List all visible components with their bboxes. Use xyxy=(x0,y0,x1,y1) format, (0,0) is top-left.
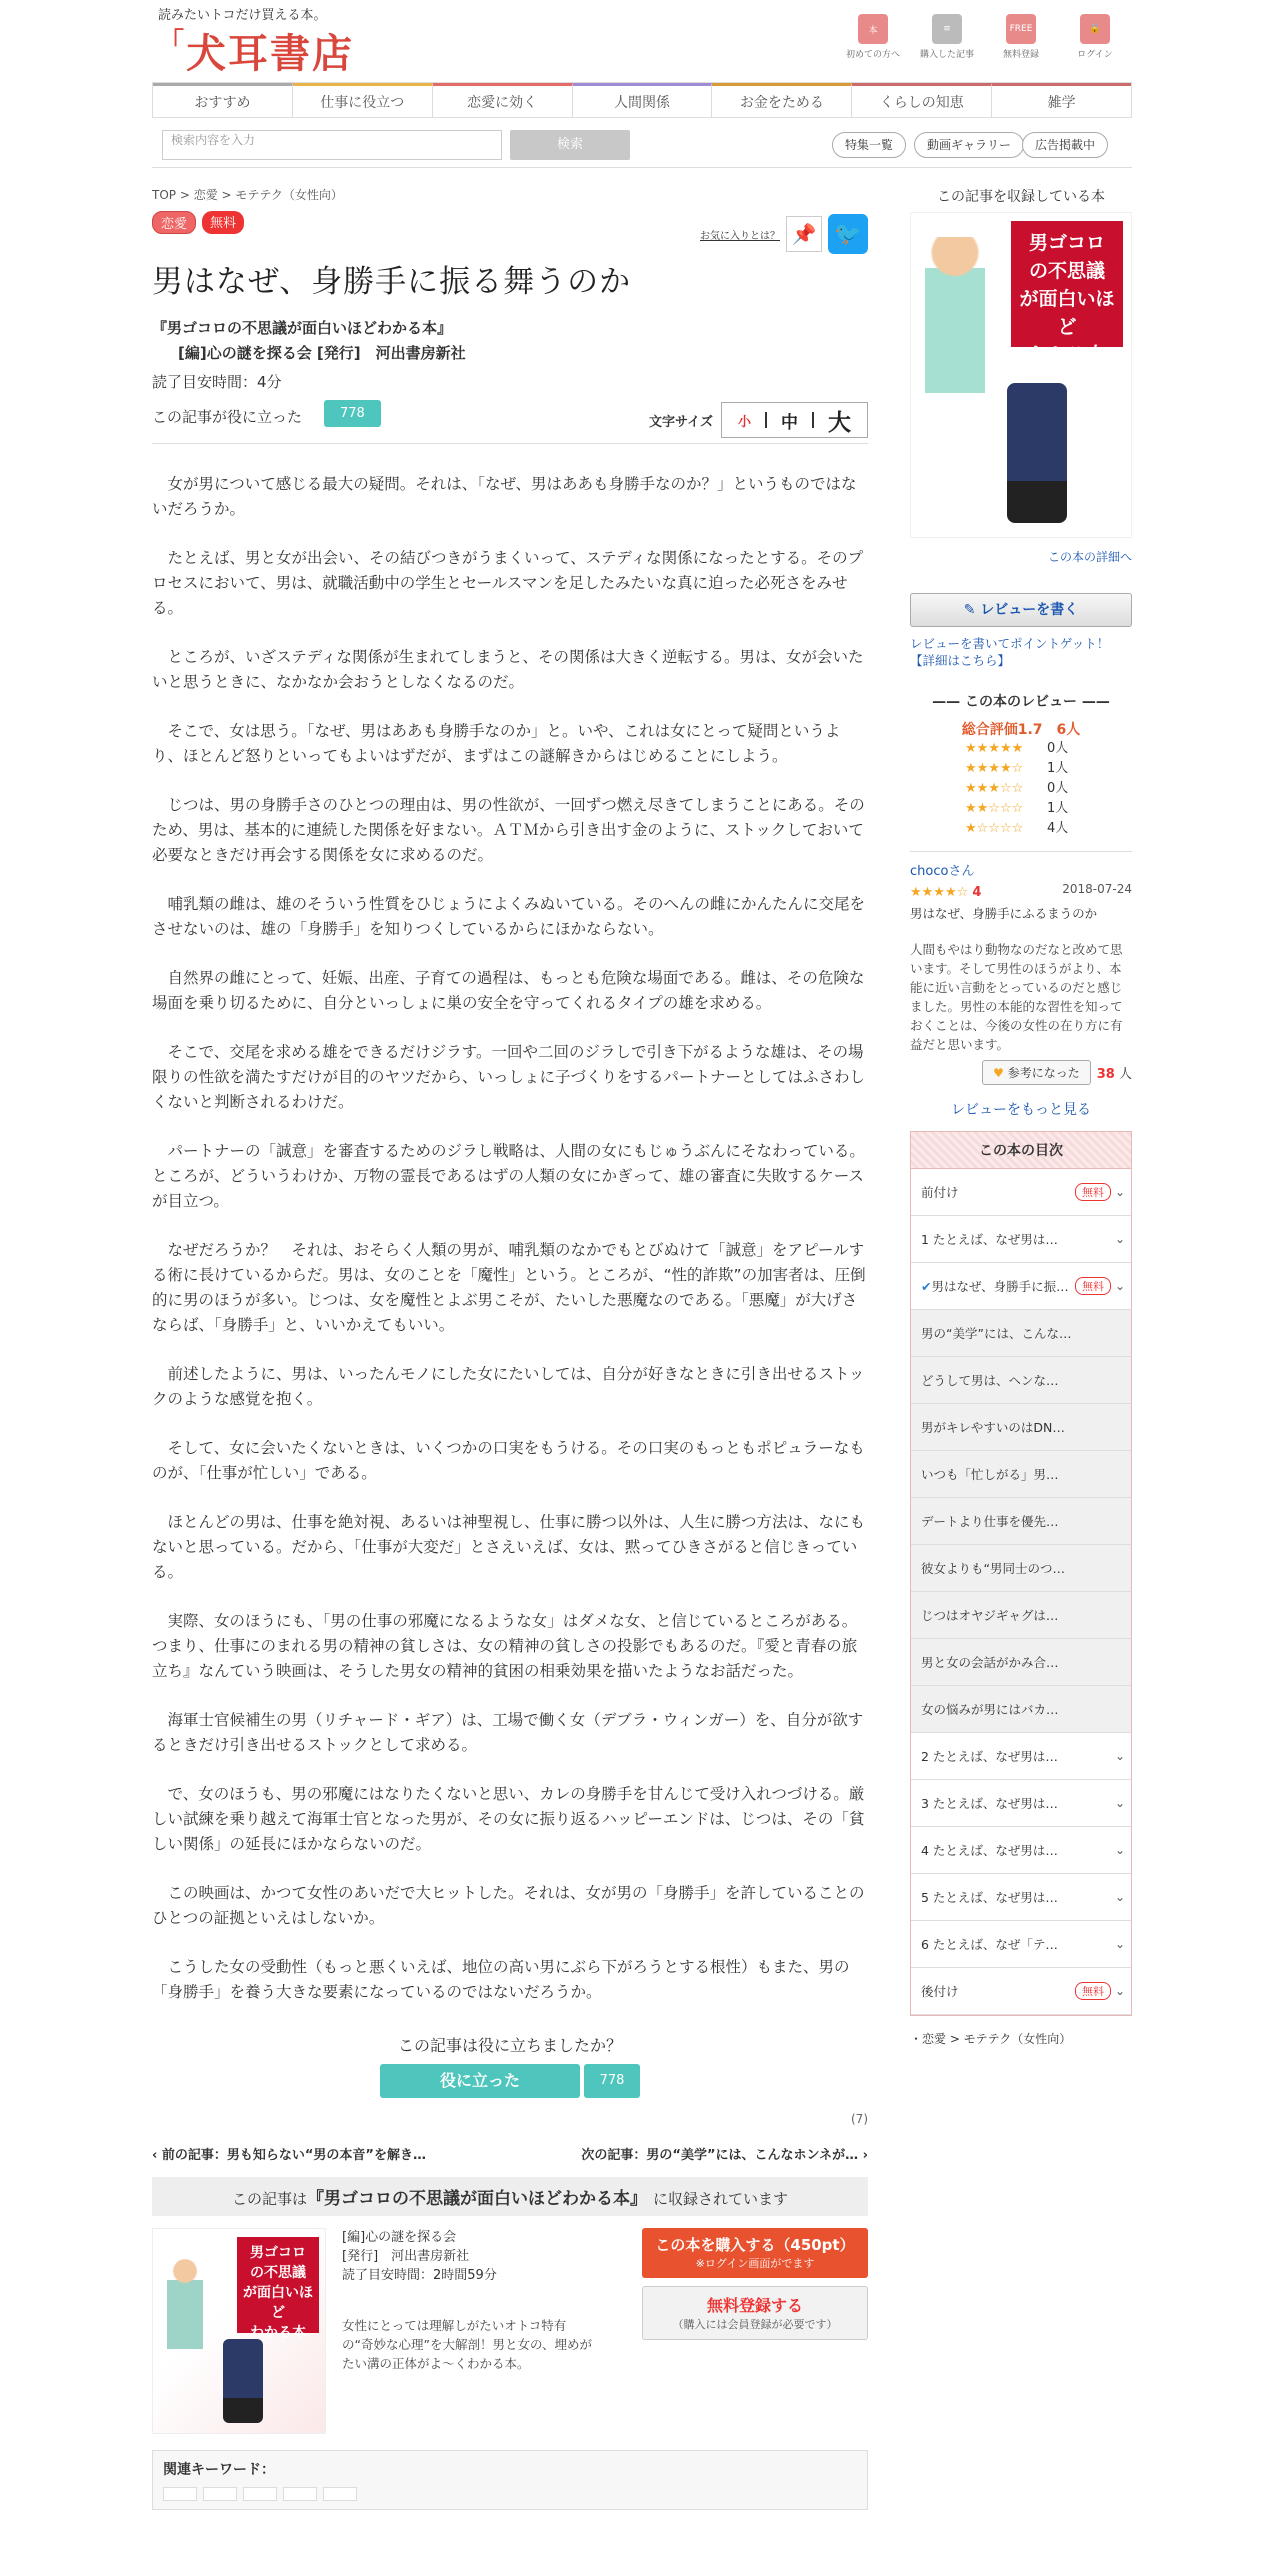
cover-illustration xyxy=(223,2339,263,2423)
font-size-label: 文字サイズ xyxy=(649,414,713,430)
useful-count-badge: 778 xyxy=(324,400,381,427)
check-icon: ✔ xyxy=(921,1278,932,1294)
cover-title-line: が面白いほど xyxy=(1019,288,1115,338)
article-paragraph: じつは、男の身勝手さのひとつの理由は、男の性欲が、一回ずつ燃え尽きてしまうことにある。そのため、男は、基本的に連続した関係を好まない。ＡＴＭから引き出す金のように、ストックしておいて必要なときだけ再会する関係を女に求めるのだ。 xyxy=(152,796,865,864)
sidebar-heading: この記事を収録している本 xyxy=(937,189,1105,205)
toc-item-label: 前付け xyxy=(921,1185,959,1200)
free-badge: 無料 xyxy=(1075,1277,1111,1295)
toc-heading: この本の目次 xyxy=(911,1132,1131,1169)
review-stars: ★★★★☆ 4 xyxy=(910,885,982,900)
document-icon: ≡ xyxy=(932,14,962,44)
article-title: 男はなぜ、身勝手に振る舞うのか xyxy=(152,264,632,300)
buy-book-button[interactable]: この本を購入する（450pt） ※ログイン画面がでます xyxy=(642,2228,868,2278)
cover-title-line: 男ゴコロ xyxy=(1028,232,1105,254)
keyword-chip[interactable] xyxy=(243,2487,277,2501)
cover-illustration xyxy=(167,2259,203,2409)
toc-item[interactable] xyxy=(911,1357,1131,1404)
header-icon-link[interactable] xyxy=(1066,14,1124,60)
free-badge: 無料 xyxy=(1075,1982,1111,2000)
font-size-control xyxy=(649,402,868,438)
cover-title-line: わかる本 xyxy=(250,2325,306,2341)
book-box xyxy=(152,2228,868,2438)
useful-label: この記事が役に立った xyxy=(152,408,303,426)
toc-item-label: 男がキレやすいのはDN… xyxy=(921,1420,1065,1435)
article-paragraph: 前述したように、男は、いったんモノにした女にたいしては、自分が好きなときに引き出せるストックのような感覚を抱く。 xyxy=(152,1365,865,1408)
ads-link[interactable]: 広告掲載中 xyxy=(1022,132,1108,158)
star-count: 1人 xyxy=(1047,801,1069,816)
nav-item[interactable]: くらしの知恵 xyxy=(852,83,992,117)
chevron-down-icon: ⌄ xyxy=(1114,1185,1125,1199)
book-title: 『男ゴコロの不思議が面白いほどわかる本』 xyxy=(152,319,453,337)
divider xyxy=(812,412,814,428)
nav-item[interactable]: 雑学 xyxy=(992,83,1131,117)
category-nav xyxy=(152,82,1132,118)
toc-item[interactable] xyxy=(911,1169,1131,1216)
font-size-large[interactable]: 大 xyxy=(828,409,851,436)
toc-item[interactable] xyxy=(911,1216,1131,1263)
star-count: 1人 xyxy=(1047,761,1069,776)
review-score: 総合評価1.7 6人 xyxy=(961,722,1081,738)
favorite-pin-icon[interactable]: 📌 xyxy=(786,216,822,252)
font-size-small[interactable]: 小 xyxy=(737,414,751,430)
header-icon-label: ログイン xyxy=(1077,50,1113,60)
toc-item-label: 男と女の会話がかみ合… xyxy=(921,1655,1059,1670)
tag-free: 無料 xyxy=(202,211,244,234)
star-icon: ★★★★★ xyxy=(965,741,1024,756)
book-meta: [編]心の謎を探る会 [発行] 河出書房新社 読了目安時間：2時間59分 xyxy=(342,2230,497,2283)
book-cover[interactable] xyxy=(152,2228,326,2434)
cover-illustration xyxy=(925,237,985,497)
star-icon: ★★☆☆☆ xyxy=(965,801,1024,816)
header-icon-label: 購入した記事 xyxy=(919,50,974,60)
chevron-down-icon: ⌄ xyxy=(1114,1796,1125,1810)
article-paragraph: そして、女に会いたくないときは、いくつかの口実をもうける。その口実のもっともポピュラーなものが、「仕事が忙しい」である。 xyxy=(152,1439,865,1482)
toc-item[interactable] xyxy=(911,1498,1131,1545)
site-tagline: 読みたいトコだけ買える本。 xyxy=(158,8,327,23)
font-size-medium[interactable]: 中 xyxy=(781,412,798,433)
toc-item[interactable] xyxy=(911,1686,1131,1733)
book-description: 女性にとっては理解しがたいオトコ特有の“奇妙な心理”を大解剖！男と女の、埋めがたい溝の正体がよ〜くわかる本。 xyxy=(342,2318,592,2371)
review-title: 男はなぜ、身勝手にふるまうのか xyxy=(910,906,1098,921)
nav-item[interactable]: 恋愛に効く xyxy=(433,83,573,117)
read-time: 読了目安時間：4分 xyxy=(152,373,282,391)
lock-icon: 🔒 xyxy=(1080,14,1110,44)
toc-item-label: 男はなぜ、身勝手に振… xyxy=(931,1279,1069,1294)
star-count: 4人 xyxy=(1047,821,1069,836)
table-of-contents xyxy=(910,1131,1132,2016)
article-paragraph: ところが、いざステディな関係が生まれてしまうと、その関係は大きく逆転する。男は、女が会いたいと思うときに、なかなか会おうとしなくなるのだ。 xyxy=(152,648,864,691)
toc-item[interactable] xyxy=(911,1310,1131,1357)
toc-item[interactable] xyxy=(911,1545,1131,1592)
toc-item[interactable] xyxy=(911,1921,1131,1968)
toc-item-label: いつも「忙しがる」男… xyxy=(921,1467,1059,1482)
star-breakdown xyxy=(910,739,1132,839)
toc-item-label: 彼女よりも“男同士のつ… xyxy=(921,1561,1065,1576)
site-logo[interactable]: 「犬耳書店 xyxy=(158,28,355,77)
star-row xyxy=(910,819,1132,839)
free-badge: 無料 xyxy=(1075,1183,1111,1201)
useful-row xyxy=(152,398,868,444)
chevron-down-icon: ⌄ xyxy=(1114,1749,1125,1763)
cover-title xyxy=(237,2237,319,2341)
cover-title-line: が面白いほど xyxy=(243,2285,313,2321)
article-paragraph: 海軍士官候補生の男（リチャード・ギア）は、工場で働く女（デブラ・ウィンガー）を、自分が欲するときだけ引き出せるストックとして求める。 xyxy=(152,1711,864,1754)
star-row xyxy=(910,739,1132,759)
review-item xyxy=(910,851,1132,1085)
toc-item[interactable] xyxy=(911,1451,1131,1498)
share-area xyxy=(700,214,868,254)
article-paragraph: 自然界の雌にとって、妊娠、出産、子育ての過程は、もっとも危険な場面である。雌は、その危険な場面を乗り切るために、自分といっしょに巣の安全を守ってくれるタイプの雄を求める。 xyxy=(152,969,865,1012)
cover-title-line: わかる本 xyxy=(1028,344,1105,366)
cover-title xyxy=(1011,221,1123,366)
header-icon-label: 無料登録 xyxy=(1002,50,1039,60)
sidebar-book-cover[interactable] xyxy=(910,212,1132,538)
tag-love[interactable]: 恋愛 xyxy=(152,211,196,234)
article-paragraph: 実際、女のほうにも、「男の仕事の邪魔になるような女」はダメな女、と信じているところがある。つまり、仕事にのまれる男の精神の貧しさは、女の精神の貧しさの投影でもあるのだ。『愛と青春の旅立ち』なんていう映画は、そうした男女の精神的貧困の相乗効果を描いたようなお話だった。 xyxy=(152,1612,858,1680)
star-row xyxy=(910,779,1132,799)
free-icon: FREE xyxy=(1006,14,1036,44)
star-row xyxy=(910,759,1132,779)
article-paragraph: こうした女の受動性（もっと悪くいえば、地位の高い男にぶら下がろうとする根性）もまた、男の「身勝手」を養う大きな要素になっているのではないだろうか。 xyxy=(152,1958,850,2001)
star-icon: ★★★☆☆ xyxy=(965,781,1024,796)
article-paragraph: たとえば、男と女が出会い、その結びつきがうまくいって、ステディな関係になったとする。そのプロセスにおいて、男は、就職活動中の学生とセールスマンを足したみたいな真に迫った必死さをみせる。 xyxy=(152,549,864,617)
toc-item[interactable] xyxy=(911,1780,1131,1827)
divider xyxy=(765,412,767,428)
toc-item-label: どうして男は、ヘンな… xyxy=(921,1373,1059,1388)
search-input[interactable]: 検索内容を入力 xyxy=(162,130,502,160)
header-icons xyxy=(844,14,1124,60)
cover-title-line: 男ゴコロ xyxy=(250,2245,306,2261)
feedback-area xyxy=(152,2033,868,2098)
article-paragraph: 女が男について感じる最大の疑問。それは、「なぜ、男はああも身勝手なのか？」というものではないだろうか。 xyxy=(152,475,857,518)
toc-item-label: 3 たとえば、なぜ男は… xyxy=(921,1796,1058,1811)
toc-item-label: 6 たとえば、なぜ「テ… xyxy=(921,1937,1058,1952)
feature-list-link[interactable]: 特集一覧 xyxy=(832,132,906,158)
review-body: 人間もやはり動物なのだなと改めて思います。そして男性のほうがより、本能に近い言動をとっているのだと感じました。男性の本能的な習性を知っておくことは、今後の女性の在り方に有益だと思います。 xyxy=(910,942,1123,1052)
article-pager xyxy=(152,2144,868,2163)
toc-item-label: 5 たとえば、なぜ男は… xyxy=(921,1890,1058,1905)
write-review-button[interactable]: ✎ レビューを書く xyxy=(910,593,1132,627)
chevron-down-icon: ⌄ xyxy=(1114,1937,1125,1951)
site-header xyxy=(152,0,1132,76)
keyword-chip[interactable] xyxy=(283,2487,317,2501)
header-icon-link[interactable] xyxy=(992,14,1050,60)
chevron-down-icon: ⌄ xyxy=(1114,1984,1125,1998)
toc-item-label: 後付け xyxy=(921,1984,959,1999)
keyword-chip[interactable] xyxy=(323,2487,357,2501)
toc-item[interactable] xyxy=(911,1404,1131,1451)
page-number: (7) xyxy=(851,2112,868,2126)
toc-item[interactable] xyxy=(911,1968,1131,2015)
feedback-question: この記事は役に立ちましたか？ xyxy=(397,2036,622,2055)
pencil-icon: ✎ xyxy=(963,602,981,618)
nav-item[interactable]: 人間関係 xyxy=(573,83,713,117)
useful-button[interactable]: 役に立った xyxy=(380,2064,580,2098)
search-button[interactable]: 検索 xyxy=(510,130,630,160)
nav-item[interactable]: お金をためる xyxy=(712,83,852,117)
star-count: 0人 xyxy=(1047,781,1069,796)
twitter-icon[interactable]: 🐦 xyxy=(828,214,868,254)
useful-count: 778 xyxy=(584,2064,640,2098)
chevron-down-icon: ⌄ xyxy=(1114,1279,1125,1293)
free-register-button[interactable]: 無料登録する （購入には会員登録が必要です） xyxy=(642,2286,868,2340)
helpful-button[interactable]: ♥ 参考になった xyxy=(982,1060,1091,1085)
header-icon-link[interactable] xyxy=(844,14,902,60)
related-keywords xyxy=(152,2450,868,2510)
nav-item[interactable]: おすすめ xyxy=(153,83,293,117)
toc-item[interactable] xyxy=(911,1263,1131,1310)
toc-item[interactable] xyxy=(911,1639,1131,1686)
keyword-chip[interactable] xyxy=(163,2487,197,2501)
star-count: 0人 xyxy=(1047,741,1069,756)
more-reviews-link[interactable]: レビューをもっと見る xyxy=(951,1102,1091,1118)
keywords-title: 関連キーワード： xyxy=(163,2462,275,2478)
toc-item-label: デートより仕事を優先… xyxy=(921,1514,1059,1529)
cover-title-line: の不思議 xyxy=(250,2265,306,2281)
star-row xyxy=(910,799,1132,819)
author-line: [編]心の謎を探る会 [発行] 河出書房新社 xyxy=(178,344,466,362)
toc-item-label: 1 たとえば、なぜ男は… xyxy=(921,1232,1058,1247)
favorite-help-link[interactable]: お気に入りとは？ xyxy=(700,230,780,242)
toc-item[interactable] xyxy=(911,1874,1131,1921)
search-bar xyxy=(152,118,1132,168)
header-icon-label: 初めての方へ xyxy=(845,50,900,60)
next-article-link[interactable]: 次の記事：男の“美学”には、こんなホンネが… › xyxy=(581,2148,868,2163)
article-paragraph: そこで、女は思う。「なぜ、男はああも身勝手なのか」と。いや、これは女にとって疑問というより、ほとんど怒りといってもよいはずだが、まずはこの謎解きからはじめることにしよう。 xyxy=(152,722,841,765)
header-icon-link[interactable] xyxy=(918,14,976,60)
collected-in-banner: この記事は『男ゴコロの不思議が面白いほどわかる本』 に収録されています xyxy=(152,2177,868,2216)
book-detail-link[interactable]: この本の詳細へ xyxy=(1047,550,1132,564)
toc-item[interactable] xyxy=(911,1592,1131,1639)
article-paragraph: パートナーの「誠意」を審査するためのジラし戦略は、人間の女にもじゅうぶんにそなわっている。ところが、どういうわけか、万物の霊長であるはずの人類の女にかぎって、雄の審査に失敗するケースが目立つ。 xyxy=(152,1142,865,1210)
prev-article-link[interactable]: ‹ 前の記事：男も知らない“男の本音”を解き… xyxy=(152,2148,426,2163)
article-paragraph: この映画は、かつて女性のあいだで大ヒットした。それは、女が男の「身勝手」を許していることのひとつの証拠といえはしないか。 xyxy=(152,1884,865,1927)
review-heading: —— この本のレビュー —— xyxy=(932,694,1110,710)
toc-item-label: 男の“美学”には、こんな… xyxy=(921,1326,1072,1341)
article-paragraph: ほとんどの男は、仕事を絶対視、あるいは神聖視し、仕事に勝つ以外は、人生に勝つ方法は、なにもないと思っている。だから、「仕事が大変だ」とさえいえば、女は、黙ってひきさがると信じきっている。 xyxy=(152,1513,866,1581)
cover-illustration xyxy=(1007,383,1067,523)
article-paragraph: なぜだろうか？ それは、おそらく人類の男が、哺乳類のなかでもとびぬけて「誠意」をアピールする術に長けているからだ。男は、女のことを「魔性」という。ところが、“性的詐欺”の加害者は、圧倒的に男のほうが多い。じつは、女を魔性とよぶ男こそが、たいした悪魔なのである。「悪魔」が大げさならば、「身勝手」と、いいかえてもいい。 xyxy=(152,1241,866,1334)
chevron-down-icon: ⌄ xyxy=(1114,1232,1125,1246)
article-main xyxy=(152,180,868,2510)
star-icon: ★★★★☆ xyxy=(965,761,1024,776)
chevron-down-icon: ⌄ xyxy=(1114,1890,1125,1904)
keyword-chip[interactable] xyxy=(203,2487,237,2501)
chevron-down-icon: ⌄ xyxy=(1114,1843,1125,1857)
sidebar xyxy=(910,186,1132,2047)
heart-icon: ♥ xyxy=(993,1066,1008,1080)
star-icon: ★☆☆☆☆ xyxy=(965,821,1024,836)
toc-item-label: 女の悩みが男にはバカ… xyxy=(921,1702,1059,1717)
article-paragraph: で、女のほうも、男の邪魔にはなりたくないと思い、カレの身勝手を甘んじて受け入れつづける。厳しい試練を乗り越えて海軍士官となった男が、その女に振り返るハッピーエンドは、じつは、その「貧しい関係」の延長にほかならないのだ。 xyxy=(152,1785,865,1853)
article-paragraph: 哺乳類の雌は、雄のそういう性質をひじょうによくみぬいている。そのへんの雌にかんたんに交尾をさせないのは、雄の「身勝手」を知りつくしているからにほかならない。 xyxy=(152,895,866,938)
toc-item-label: 2 たとえば、なぜ男は… xyxy=(921,1749,1058,1764)
breadcrumb[interactable]: TOP > 恋愛 > モテテク（女性向） xyxy=(152,188,343,202)
toc-item-label: じつはオヤジギャグは… xyxy=(921,1608,1059,1623)
reviewer-name[interactable]: chocoさん xyxy=(910,864,975,879)
video-gallery-link[interactable]: 動画ギャラリー xyxy=(914,132,1024,158)
book-icon: 本 xyxy=(858,14,888,44)
cover-title-line: の不思議 xyxy=(1028,260,1105,282)
article-paragraph: そこで、交尾を求める雄をできるだけジラす。一回や二回のジラしで引き下がるような雄は、その場限りの性欲を満たすだけが目的のヤツだから、いっしょに子づくりをするパートナーとしてはふさわしくないと判断されるわけだ。 xyxy=(152,1043,866,1111)
sidebar-category-link[interactable]: ・恋愛 > モテテク（女性向） xyxy=(910,2032,1072,2046)
toc-item-label: 4 たとえば、なぜ男は… xyxy=(921,1843,1058,1858)
review-date: 2018-07-24 xyxy=(1062,882,1132,896)
review-note-link[interactable]: レビューを書いてポイントゲット！【詳細はこちら】 xyxy=(910,636,1110,668)
toc-item[interactable] xyxy=(911,1827,1131,1874)
article-body xyxy=(152,472,868,2005)
helpful-count: 38 人 xyxy=(1096,1067,1132,1082)
toc-item[interactable] xyxy=(911,1733,1131,1780)
nav-item[interactable]: 仕事に役立つ xyxy=(293,83,433,117)
